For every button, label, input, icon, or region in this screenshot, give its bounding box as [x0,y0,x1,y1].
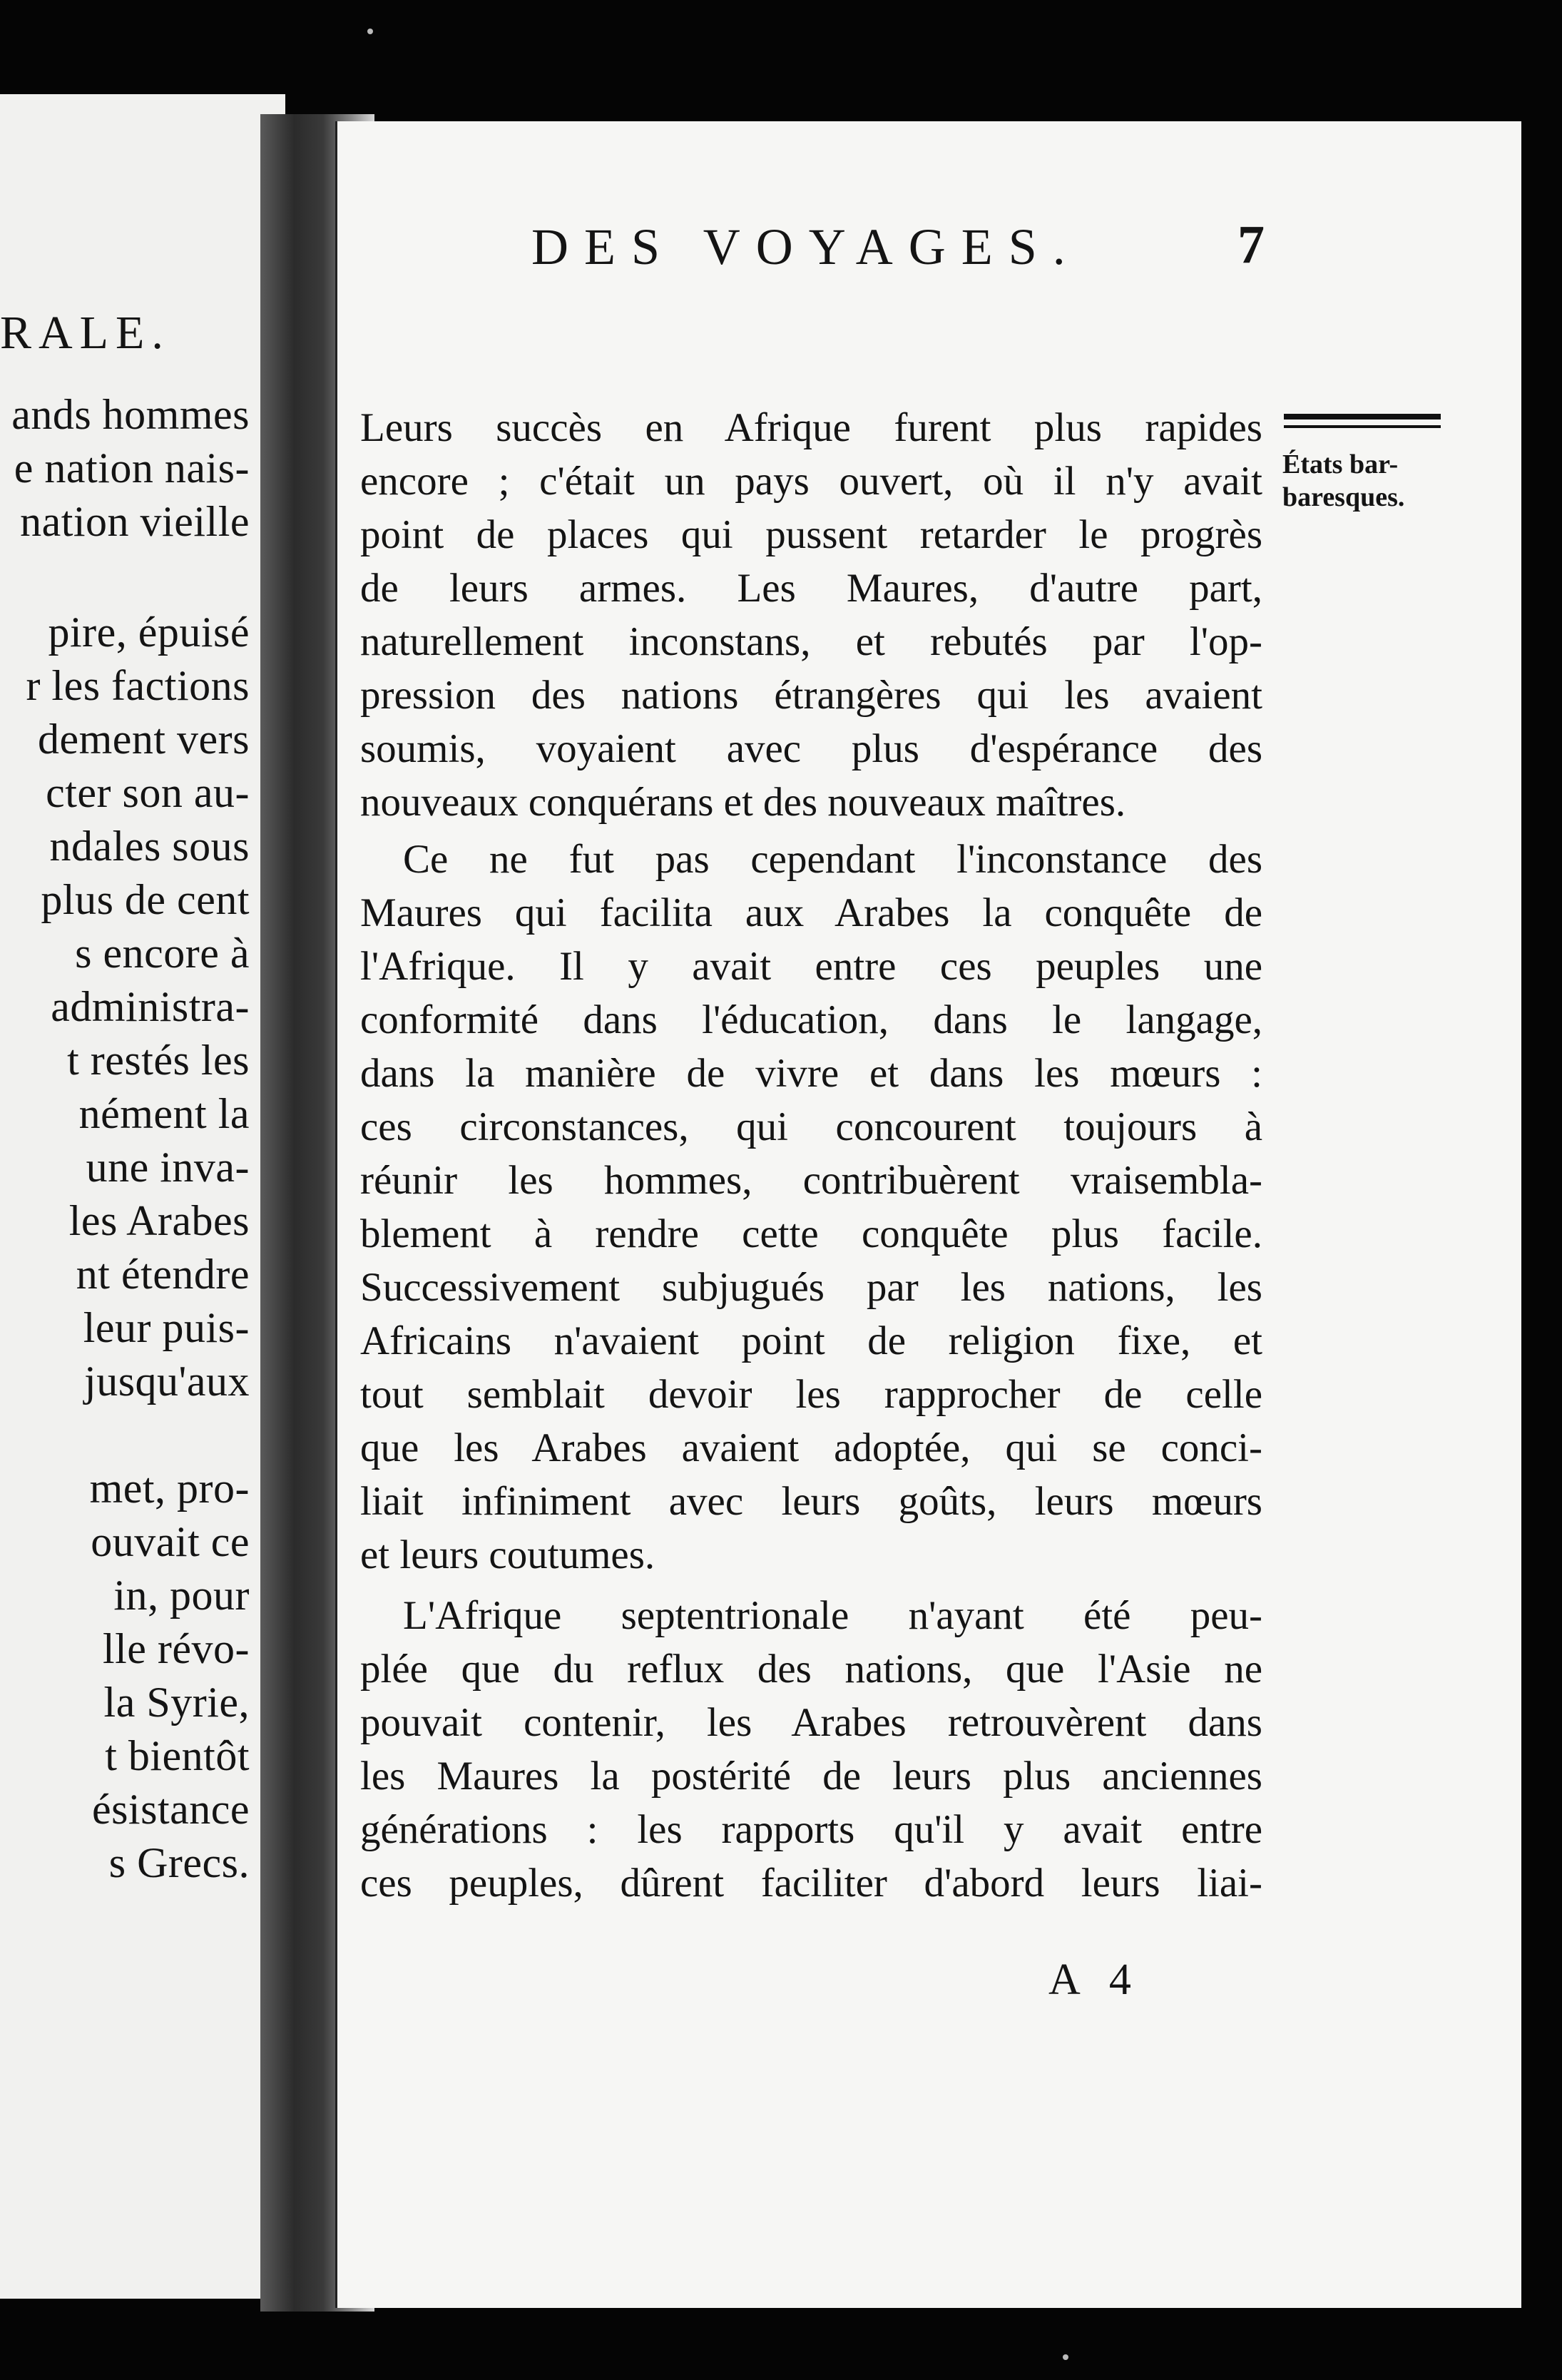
text-line: L'Afrique septentrionale n'ayant été peu- [403,1593,1262,1638]
margin-note-line-2: baresques. [1282,482,1405,512]
margin-note-line-1: États bar- [1282,449,1399,479]
text-line: soumis, voyaient avec plus d'espérance des [360,726,1262,771]
left-page-line: leur puis- [83,1304,250,1351]
signature-mark: A 4 [1048,1956,1141,2004]
text-line: générations : les rapports qu'il y avait entre [360,1807,1262,1852]
left-page-line: nation vieille [20,498,250,545]
text-line: Maures qui facilita aux Arabes la conquête de [360,890,1262,935]
text-line: réunir les hommes, contribuèrent vraisembla- [360,1158,1262,1203]
text-line: que les Arabes avaient adoptée, qui se conci- [360,1425,1262,1470]
left-page-line: administra- [51,983,250,1030]
left-page-line: ouvait ce [91,1518,250,1565]
left-page-line: les Arabes [68,1197,250,1244]
margin-rule [1284,414,1441,419]
page-number: 7 [1237,215,1265,275]
left-page-line: ndales sous [49,823,250,870]
text-line: Successivement subjugués par les nations, les [360,1265,1262,1310]
text-line: point de places qui pussent retarder le progrès [360,512,1262,557]
text-line: liait infiniment avec leurs goûts, leurs mœurs [360,1479,1262,1524]
text-line: pression des nations étrangères qui les avaient [360,673,1262,718]
left-page-line: plus de cent [41,876,250,923]
left-page-line: s encore à [75,930,250,977]
left-page-line: ésistance [91,1786,250,1833]
left-page-line: ands hommes [11,391,250,438]
left-page-line: s Grecs. [108,1839,250,1886]
text-line: plée que du reflux des nations, que l'Asie ne [360,1647,1262,1692]
text-line: blement à rendre cette conquête plus facile. [360,1211,1262,1256]
left-page-line: met, pro- [89,1465,250,1512]
text-line: ces peuples, dûrent faciliter d'abord leurs liai- [360,1861,1262,1906]
text-line: Ce ne fut pas cependant l'inconstance des [403,837,1262,882]
text-line: l'Afrique. Il y avait entre ces peuples une [360,944,1262,989]
text-line: Africains n'avaient point de religion fixe, et [360,1318,1262,1363]
left-page-line: nément la [78,1090,250,1137]
left-page-line: jusqu'aux [84,1358,250,1405]
text-line: conformité dans l'éducation, dans le langage, [360,997,1262,1042]
text-line: tout semblait devoir les rapprocher de celle [360,1372,1262,1417]
running-head: DES VOYAGES. [531,218,1081,275]
left-page-line: pire, épuisé [48,609,250,656]
text-line: nouveaux conquérans et des nouveaux maîtres. [360,780,1126,825]
left-page-line: r les factions [26,662,250,709]
left-page-line: cter son au- [46,769,250,816]
text-line: de leurs armes. Les Maures, d'autre part, [360,566,1262,611]
text-line: pouvait contenir, les Arabes retrouvèrent dans [360,1700,1262,1745]
left-page-line: lle révo- [102,1625,250,1672]
left-page-line: dement vers [37,716,250,763]
left-page-line: une inva- [86,1144,250,1191]
speck [367,29,373,34]
left-page-line: t restés les [67,1037,250,1084]
left-running-head: RALE. [0,307,170,359]
left-page-line: in, pour [113,1572,250,1619]
text-line: encore ; c'était un pays ouvert, où il n'y avait [360,459,1262,504]
text-line: et leurs coutumes. [360,1532,655,1577]
text-line: les Maures la postérité de leurs plus anciennes [360,1754,1262,1799]
left-facing-page [0,94,285,2299]
left-page-line: e nation nais- [14,444,250,492]
left-page-line: t bientôt [105,1732,250,1779]
text-line: dans la manière de vivre et dans les mœurs : [360,1051,1262,1096]
text-line: Leurs succès en Afrique furent plus rapides [360,405,1262,450]
text-line: ces circonstances, qui concourent toujours à [360,1104,1262,1149]
speck [1063,2354,1068,2360]
margin-rule-thin [1284,425,1441,428]
left-page-line: la Syrie, [103,1679,250,1726]
left-page-line: nt étendre [76,1251,250,1298]
text-line: naturellement inconstans, et rebutés par l'op- [360,619,1262,664]
